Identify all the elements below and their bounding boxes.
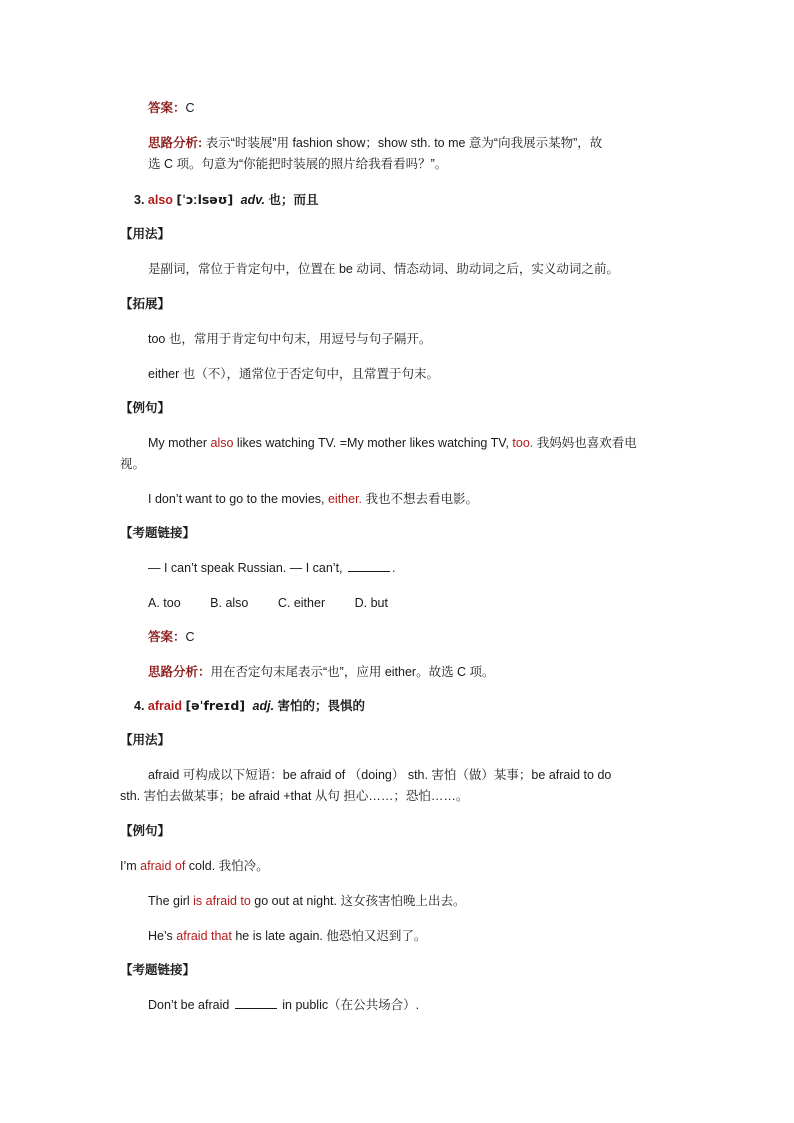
answer-value: C xyxy=(185,101,195,115)
example-highlight: too. xyxy=(512,436,534,450)
example-sentence-1-cont: 视。 xyxy=(120,457,146,471)
example-text: My mother xyxy=(148,436,211,450)
answer-label: 答案： xyxy=(148,101,186,115)
part-of-speech: adv. xyxy=(240,193,265,207)
answer-line-3 xyxy=(148,627,195,648)
exam-options xyxy=(148,593,388,614)
example-translation: 我也不想去看电影。 xyxy=(362,492,479,506)
question-text: . xyxy=(392,561,396,575)
word-heading-afraid xyxy=(134,695,365,717)
word-title: also xyxy=(147,193,173,207)
question-text: — I can’t speak Russian. — I can’t, xyxy=(148,561,346,575)
example-sentence-2 xyxy=(148,891,465,912)
section-example: 【例句】 xyxy=(120,824,171,838)
section-exam-link: 【考题链接】 xyxy=(120,526,196,540)
example-highlight: afraid that xyxy=(176,929,232,943)
example-highlight: also xyxy=(210,436,234,450)
part-of-speech: adj. xyxy=(252,699,275,713)
exam-question xyxy=(148,558,395,579)
word-heading-also xyxy=(134,189,318,211)
example-text: he is late again. 他恐怕又迟到了。 xyxy=(231,929,427,943)
usage-text: 是副词，常位于肯定句中，位置在 be 动词、情态动词、助动词之后，实义动词之前。 xyxy=(148,262,619,276)
analysis-label: 思路分析： xyxy=(148,665,211,679)
section-usage: 【用法】 xyxy=(120,227,171,241)
answer-blank xyxy=(348,559,390,572)
example-sentence-1 xyxy=(148,433,637,454)
section-example: 【例句】 xyxy=(120,401,171,415)
phonetic: [əˈfreɪd] xyxy=(185,698,246,713)
example-translation: 我妈妈也喜欢看电 xyxy=(533,436,637,450)
analysis-line-2 xyxy=(148,154,447,175)
option-c: C. either xyxy=(277,596,326,610)
question-text: in public（在公共场合）. xyxy=(278,998,420,1012)
example-text: I’m xyxy=(120,859,141,873)
usage-text: afraid 可构成以下短语：be afraid of （doing） sth. 害怕（做）某事；be afraid to do xyxy=(148,768,612,782)
answer-blank xyxy=(235,996,277,1009)
example-text: cold. 我怕冷。 xyxy=(185,859,269,873)
question-text: Don’t be afraid xyxy=(148,998,233,1012)
word-number: 3. xyxy=(134,193,145,207)
example-highlight: afraid of xyxy=(140,859,186,873)
answer-label: 答案： xyxy=(148,630,186,644)
example-highlight: either. xyxy=(327,492,363,506)
phonetic: [ˈɔːlsəʊ] xyxy=(176,192,234,207)
analysis-line xyxy=(148,133,602,154)
answer-line xyxy=(148,98,195,119)
extend-text-1: too 也，常用于肯定句中句末，用逗号与句子隔开。 xyxy=(148,332,432,346)
usage-text-cont: sth. 害怕去做某事；be afraid +that 从句 担心……；恐怕……。 xyxy=(120,789,469,803)
example-sentence-1 xyxy=(120,856,269,877)
analysis-text: 表示“时装展”用 fashion show；show sth. to me 意为“向我展示某物”，故 xyxy=(205,136,603,150)
extend-text-2: either 也（不），通常位于否定句中，且常置于句末。 xyxy=(148,367,439,381)
option-a: A. too xyxy=(148,596,181,610)
analysis-text-2: 选 C 项。句意为“你能把时装展的照片给我看看吗？”。 xyxy=(148,157,448,171)
section-exam-link: 【考题链接】 xyxy=(120,963,196,977)
example-sentence-3 xyxy=(148,926,426,947)
analysis-label: 思路分析: xyxy=(148,136,203,150)
word-number: 4. xyxy=(134,699,145,713)
example-text: The girl xyxy=(148,894,194,908)
word-title: afraid xyxy=(147,699,182,713)
example-text: likes watching TV. =My mother likes watching TV, xyxy=(233,436,513,450)
example-text: go out at night. 这女孩害怕晚上出去。 xyxy=(250,894,466,908)
example-text: He’s xyxy=(148,929,177,943)
example-highlight: is afraid to xyxy=(193,894,251,908)
analysis-line-3 xyxy=(148,662,495,683)
option-b: B. also xyxy=(210,596,249,610)
answer-value: C xyxy=(185,630,195,644)
word-meaning: 也；而且 xyxy=(268,193,319,207)
example-text: I don’t want to go to the movies, xyxy=(148,492,328,506)
section-extend: 【拓展】 xyxy=(120,297,171,311)
word-meaning: 害怕的；畏惧的 xyxy=(277,699,366,713)
section-usage: 【用法】 xyxy=(120,733,171,747)
analysis-text: 用在否定句末尾表示“也”，应用 either。故选 C 项。 xyxy=(210,665,495,679)
example-sentence-2 xyxy=(148,489,478,510)
exam-question xyxy=(148,995,419,1016)
option-d: D. but xyxy=(354,596,388,610)
